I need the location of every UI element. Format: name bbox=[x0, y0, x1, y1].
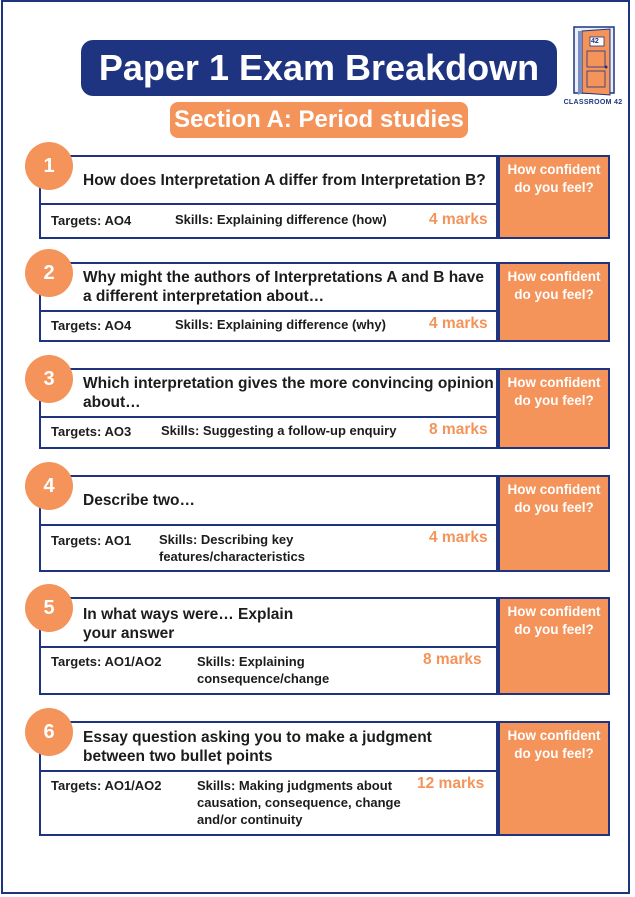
targets-label: Targets: AO1 bbox=[51, 533, 132, 548]
skills-label: Skills: Making judgments about causation, consequence, change and/or continuity bbox=[197, 778, 401, 827]
question-number-badge: 6 bbox=[25, 708, 73, 756]
confidence-box: How confident do you feel? bbox=[498, 262, 610, 342]
targets-row bbox=[41, 526, 496, 570]
question-box bbox=[39, 721, 498, 836]
marks-label: 4 marks bbox=[429, 529, 488, 546]
question-box bbox=[39, 475, 498, 572]
question-text: Which interpretation gives the more convincing opinion about… bbox=[41, 370, 496, 418]
confidence-box: How confident do you feel? bbox=[498, 475, 610, 572]
skills-label: Skills: Describing key features/characteristics bbox=[159, 532, 305, 564]
marks-label: 4 marks bbox=[429, 211, 488, 228]
targets-label: Targets: AO1/AO2 bbox=[51, 654, 162, 669]
page-title: Paper 1 Exam Breakdown bbox=[81, 40, 557, 96]
marks-label: 4 marks bbox=[429, 315, 488, 332]
question-box bbox=[39, 262, 498, 342]
targets-row bbox=[41, 205, 496, 237]
targets-label: Targets: AO4 bbox=[51, 318, 132, 333]
question-box bbox=[39, 155, 498, 239]
targets-label: Targets: AO3 bbox=[51, 424, 132, 439]
question-text: Describe two… bbox=[41, 477, 496, 526]
question-text: Why might the authors of Interpretations A and B have a different interpretation about… bbox=[41, 264, 496, 312]
targets-label: Targets: AO1/AO2 bbox=[51, 778, 162, 793]
question-number-badge: 3 bbox=[25, 355, 73, 403]
targets-row bbox=[41, 418, 496, 447]
question-text: Essay question asking you to make a judgment between two bullet points bbox=[41, 723, 496, 772]
skills-label: Skills: Explaining difference (why) bbox=[175, 317, 386, 332]
question-number-badge: 1 bbox=[25, 142, 73, 190]
question-number-badge: 5 bbox=[25, 584, 73, 632]
targets-label: Targets: AO4 bbox=[51, 213, 132, 228]
marks-label: 12 marks bbox=[417, 775, 485, 792]
question-text: How does Interpretation A differ from Interpretation B? bbox=[41, 157, 496, 205]
skills-label: Skills: Explaining consequence/change bbox=[197, 654, 330, 686]
classroom-42-logo bbox=[560, 25, 626, 115]
targets-row bbox=[41, 648, 496, 693]
marks-label: 8 marks bbox=[429, 421, 488, 438]
question-number-badge: 2 bbox=[25, 249, 73, 297]
confidence-box: How confident do you feel? bbox=[498, 721, 610, 836]
door-icon bbox=[560, 25, 626, 99]
question-box bbox=[39, 597, 498, 695]
confidence-box: How confident do you feel? bbox=[498, 368, 610, 449]
section-heading: Section A: Period studies bbox=[170, 102, 468, 138]
targets-row bbox=[41, 772, 496, 834]
skills-label: Skills: Explaining difference (how) bbox=[175, 212, 387, 227]
question-text: In what ways were… Explain your answer bbox=[83, 605, 294, 642]
logo-number: 42 bbox=[591, 38, 599, 45]
targets-row bbox=[41, 312, 496, 340]
question-number-badge: 4 bbox=[25, 462, 73, 510]
marks-label: 8 marks bbox=[423, 651, 482, 668]
question-box bbox=[39, 368, 498, 449]
skills-label: Skills: Suggesting a follow-up enquiry bbox=[161, 423, 397, 438]
logo-label: CLASSROOM 42 bbox=[563, 99, 623, 106]
confidence-box: How confident do you feel? bbox=[498, 597, 610, 695]
confidence-box: How confident do you feel? bbox=[498, 155, 610, 239]
